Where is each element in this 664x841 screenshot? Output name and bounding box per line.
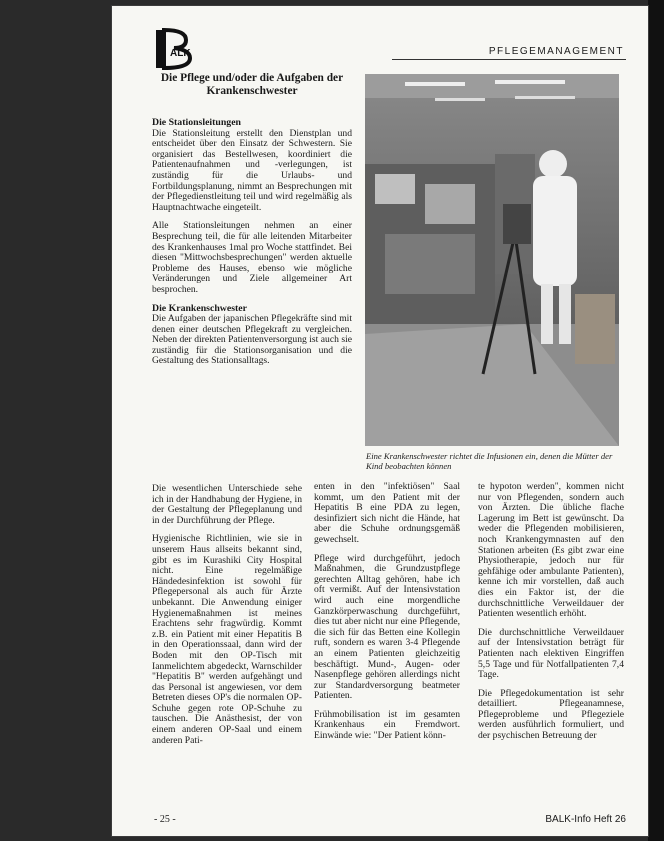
paragraph: Die durchschnittliche Verweildauer auf der Intensivstation beträgt für Patienten nach elektiven Eingriffen 5,5 Tage und für Notfallpatienten 7,4 Tage. bbox=[478, 626, 624, 681]
section-label: PFLEGEMANAGEMENT bbox=[488, 46, 624, 57]
article-title: Die Pflege und/oder die Aufgaben der Krankenschwester bbox=[160, 72, 344, 97]
svg-text:ALK: ALK bbox=[170, 48, 191, 59]
paragraph: Die Pflegedokumentation ist sehr detailliert. Pflegeanamnese, Pflegeprobleme und Pflegeziele werden ausführlich formuliert, und der psychischen Betreuung der bbox=[478, 687, 624, 742]
journal-name: BALK-Info Heft 26 bbox=[545, 814, 626, 825]
paragraph: Alle Stationsleitungen nehmen an einer Besprechung teil, die für alle leitenden Mitarbeiter des Krankenhauses 1mal pro Woche stattfindet. Bei diesen "Mittwochsbesprechungen" werden aktuelle Probleme des Hauses, ebenso wie mögliche Veränderungen und Ziele allgemeiner Art besprochen. bbox=[152, 220, 352, 295]
scan-edge bbox=[648, 0, 664, 841]
paragraph: te hypoton werden", kommen nicht nur von Pflegenden, sondern auch von Ärzten. Die übliche flache Lagerung im Bett ist gewünscht. Da weder die Pflegenden mobilisieren, noch Krankengymnasten auf den Stationen arbeiten (Es gibt zwar eine Physiotherapie, jedoch nur für gehfähige oder ambulante Patienten), kenne ich mir vorstellen, daß auch dies ein Faktor ist, der die durchschnittliche Verweildauer der Patienten wesentlich erhöht. bbox=[478, 481, 624, 620]
column-2 bbox=[314, 482, 460, 750]
document-page bbox=[112, 6, 648, 836]
column-1-top bbox=[152, 118, 352, 375]
column-1-bottom bbox=[152, 484, 302, 754]
paragraph: Die Stationsleitung erstellt den Dienstplan und entscheidet über den Einsatz der Schwestern. Sie organisiert das Bestellwesen, koordiniert die Patientenaufnahmen und -verlegungen, ist zuständig für die Urlaubs- und Fortbildungsplanung, nimmt an Besprechungen mit der Pflegedienstleitung teil und wird regelmäßig als Hauptnachtwache eingeteilt. bbox=[152, 127, 352, 213]
paragraph: enten in den "infektiösen" Saal kommt, um den Patient mit der Hepatitis B eine PDA zu legen, desinfiziert sich nicht die Hände, hat aber die Schuhe ordnungsgemäß gewechselt. bbox=[314, 481, 460, 545]
balk-logo bbox=[152, 26, 202, 72]
photo-caption: Eine Krankenschwester richtet die Infusionen ein, denen die Mütter der Kind beobachten können bbox=[366, 451, 613, 471]
paragraph: Die wesentlichen Unterschiede sehe ich in der Handhabung der Hygiene, in der Gestaltung der Pflegeplanung und in der Durchführung der Pflege. bbox=[152, 483, 302, 526]
subheading-stationsleitungen: Die Stationsleitungen bbox=[152, 117, 241, 128]
paragraph: Frühmobilisation ist im gesamten Krankenhaus ein Fremdwort. Einwände wie: "Der Patient könn- bbox=[314, 708, 460, 742]
column-3 bbox=[478, 482, 624, 750]
page-number: - 25 - bbox=[154, 814, 176, 825]
paragraph: Hygienische Richtlinien, wie sie in unserem Haus allseits bekannt sind, gibt es im Kurashiki City Hospital nicht. Eine regelmäßige Händedesinfektion ist sowohl für Pflegepersonal als auch für Ärzte unbekannt. Die Anwendung einiger Hygienemaßnahmen ist meines Erachtens sehr fragwürdig. Kommt z.B. ein Patient mit einer Hepatitis B in den Operationssaal, dann wird der Boden mit den OP-Tisch mit Ianmelichtem abgedeckt, Warnschilder "Hepatitis B" werden aufgehängt und das Personal ist angewiesen, vor dem Betreten dieses OP's die normalen OP-Schuhe gegen rote OP-Schuhe zu tauschen. Die Anästhesist, der von einem anderen OP-Saal und einem anderen Pati- bbox=[152, 533, 302, 746]
header-rule bbox=[392, 59, 626, 60]
paragraph: Die Aufgaben der japanischen Pflegekräfte sind mit denen einer deutschen Pflegekraft zu vergleichen. Neben der direkten Patientenversorgung ist auch sie zuständig für die Stationsorganisation und die Gestaltung des Stationsalltags. bbox=[152, 313, 352, 367]
paragraph: Pflege wird durchgeführt, jedoch Maßnahmen, die Grundzustpflege gerechten Alltag gehören, habe ich oft vermißt. Auf der Intensivstation wird auch eine morgendliche Ganzkörperwaschung durchgeführt, dies tut aber nicht nur eine Pflegende, die sich für das Betten eine Kollegin ruft, sondern es waren 3-4 Pflegende an einem Patienten gleichzeitig beschäftigt. Mund-, Augen- oder Nasenpflege gehören allerdings nicht zur Standardversorgung beatmeter Patienten. bbox=[314, 552, 460, 702]
hospital-photo bbox=[365, 74, 619, 446]
subheading-krankenschwester: Die Krankenschwester bbox=[152, 302, 247, 314]
